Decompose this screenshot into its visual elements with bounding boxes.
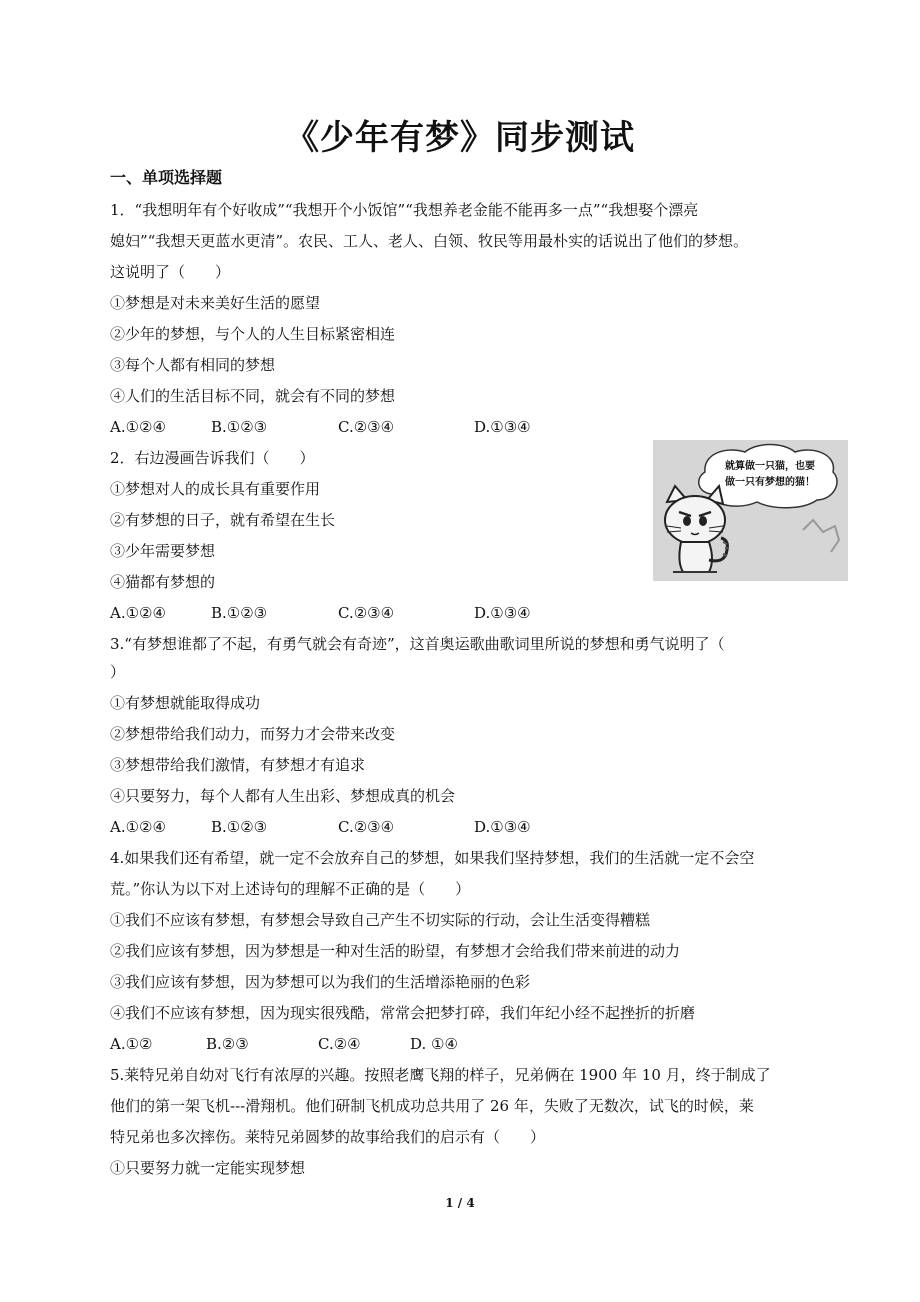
q4-options bbox=[110, 1034, 710, 1054]
q3-item-2: ②梦想带给我们动力，而努力才会带来改变 bbox=[110, 725, 396, 743]
q3-stem-line-1: 3.“有梦想谁都了不起，有勇气就会有奇迹”，这首奥运歌曲歌词里所说的梦想和勇气说明了（ bbox=[110, 635, 725, 653]
q1-option-a: A.①②④ bbox=[110, 418, 166, 436]
q3-option-c: C.②③④ bbox=[338, 818, 395, 836]
q3-stem-line-2: ） bbox=[110, 663, 126, 681]
q3-options bbox=[110, 817, 710, 837]
q1-item-4: ④人们的生活目标不同，就会有不同的梦想 bbox=[110, 387, 396, 405]
q2-options bbox=[110, 603, 710, 623]
q4-stem-line-2: 荒。”你认为以下对上述诗句的理解不正确的是（ ） bbox=[110, 880, 471, 898]
q5-stem-line-2: 他们的第一架飞机---滑翔机。他们研制飞机成功总共用了 26 年，失败了无数次，试飞的时候，莱 bbox=[110, 1097, 754, 1115]
q1-option-c: C.②③④ bbox=[338, 418, 395, 436]
q2-item-3: ③少年需要梦想 bbox=[110, 542, 216, 560]
q1-item-1: ①梦想是对未来美好生活的愿望 bbox=[110, 294, 321, 312]
q4-item-4: ④我们不应该有梦想，因为现实很残酷，常常会把梦打碎，我们年纪小经不起挫折的折磨 bbox=[110, 1004, 696, 1022]
q3-option-b: B.①②③ bbox=[211, 818, 268, 836]
q2-stem-line-1: 2．右边漫画告诉我们（ ） bbox=[110, 449, 315, 467]
q3-option-a: A.①②④ bbox=[110, 818, 166, 836]
page-number: 1 / 4 bbox=[445, 1196, 475, 1210]
page-title: 《少年有梦》同步测试 bbox=[285, 118, 635, 158]
q1-stem-line-2: 媳妇”“我想天更蓝水更清”。农民、工人、老人、白领、牧民等用最朴实的话说出了他们的梦想。 bbox=[110, 232, 749, 250]
q3-item-1: ①有梦想就能取得成功 bbox=[110, 694, 261, 712]
q3-item-4: ④只要努力，每个人都有人生出彩、梦想成真的机会 bbox=[110, 787, 456, 805]
q4-option-d: D. ①④ bbox=[410, 1035, 458, 1053]
q1-stem-line-3: 这说明了（ ） bbox=[110, 263, 231, 281]
q1-item-2: ②少年的梦想，与个人的人生目标紧密相连 bbox=[110, 325, 396, 343]
q5-stem-line-3: 特兄弟也多次摔伤。莱特兄弟圆梦的故事给我们的启示有（ ） bbox=[110, 1128, 546, 1146]
q4-option-a: A.①② bbox=[110, 1035, 153, 1053]
q2-item-2: ②有梦想的日子，就有希望在生长 bbox=[110, 511, 336, 529]
speech-text-line-2: 做一只有梦想的猫！ bbox=[725, 477, 815, 488]
q4-option-b: B.②③ bbox=[206, 1035, 249, 1053]
q2-option-c: C.②③④ bbox=[338, 604, 395, 622]
q2-option-a: A.①②④ bbox=[110, 604, 166, 622]
q1-stem-line-1: 1．“我想明年有个好收成”“我想开个小饭馆”“我想养老金能不能再多一点”“我想娶个漂亮 bbox=[110, 201, 699, 219]
q3-item-3: ③梦想带给我们激情，有梦想才有追求 bbox=[110, 756, 366, 774]
q5-item-1: ①只要努力就一定能实现梦想 bbox=[110, 1159, 306, 1177]
q2-option-b: B.①②③ bbox=[211, 604, 268, 622]
q4-item-3: ③我们应该有梦想，因为梦想可以为我们的生活增添艳丽的色彩 bbox=[110, 973, 531, 991]
q4-item-1: ①我们不应该有梦想，有梦想会导致自己产生不切实际的行动，会让生活变得糟糕 bbox=[110, 911, 651, 929]
q4-option-c: C.②④ bbox=[318, 1035, 361, 1053]
cat-cartoon-image bbox=[653, 440, 848, 581]
q4-item-2: ②我们应该有梦想，因为梦想是一种对生活的盼望，有梦想才会给我们带来前进的动力 bbox=[110, 942, 681, 960]
q3-option-d: D.①③④ bbox=[474, 818, 531, 836]
q1-option-b: B.①②③ bbox=[211, 418, 268, 436]
q1-item-3: ③每个人都有相同的梦想 bbox=[110, 356, 276, 374]
speech-text-line-1: 就算做一只猫，也要 bbox=[725, 461, 815, 472]
q2-item-4: ④猫都有梦想的 bbox=[110, 573, 216, 591]
q4-stem-line-1: 4.如果我们还有希望，就一定不会放弃自己的梦想，如果我们坚持梦想，我们的生活就一定不会空 bbox=[110, 849, 755, 867]
q5-stem-line-1: 5.莱特兄弟自幼对飞行有浓厚的兴趣。按照老鹰飞翔的样子，兄弟俩在 1900 年 10 月，终于制成了 bbox=[110, 1066, 771, 1084]
q1-option-d: D.①③④ bbox=[474, 418, 531, 436]
cat-cartoon-drawing bbox=[653, 440, 848, 581]
section-heading: 一、单项选择题 bbox=[110, 168, 223, 187]
q2-item-1: ①梦想对人的成长具有重要作用 bbox=[110, 480, 321, 498]
q1-options bbox=[110, 417, 710, 437]
q2-option-d: D.①③④ bbox=[474, 604, 531, 622]
